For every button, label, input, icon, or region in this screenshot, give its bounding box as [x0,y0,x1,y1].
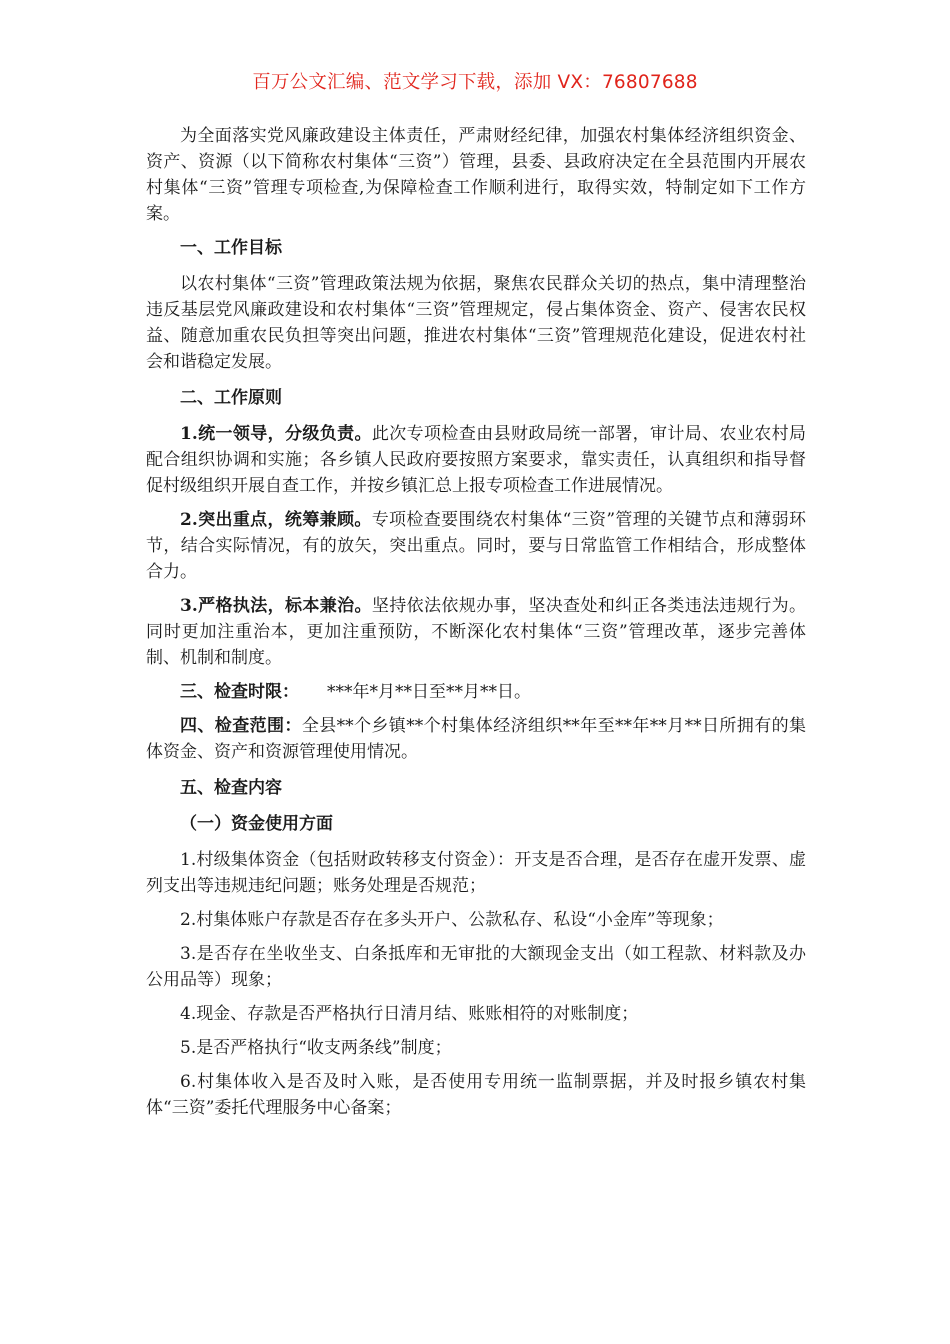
principle-3-lead: 3.严格执法，标本兼治。 [180,596,372,616]
principle-2-lead: 2.突出重点，统筹兼顾。 [180,510,372,530]
principle-3-text: 坚持依法依规办事，坚决查处和纠正各类违法违规行为。同时更加注重治本，更加注重预防，不断深化农村集体“三资”管理改革，逐步完善体制、机制和制度。 [146,596,807,668]
section-5-heading: 五、检查内容 [180,778,282,798]
section-1-body: 以农村集体“三资”管理政策法规为依据，聚焦农民群众关切的热点，集中清理整治违反基层党风廉政建设和农村集体“三资”管理规定，侵占集体资金、资产、侵害农民权益、随意加重农民负担等突出问题，推进农村集体“三资”管理规范化建设，促进农村社会和谐稳定发展。 [146,274,806,372]
section-3 [146,679,806,705]
check-item-1: 1.村级集体资金（包括财政转移支付资金）：开支是否合理，是否存在虚开发票、虚列支出等违规违纪问题；账务处理是否规范； [146,850,806,896]
section-5-subheading: （一）资金使用方面 [180,814,333,834]
principle-1 [146,421,806,499]
header-banner: 百万公文汇编、范文学习下载，添加 VX：76807688 [252,72,698,93]
check-item-3: 3.是否存在坐收坐支、白条抵库和无审批的大额现金支出（如工程款、材料款及办公用品等）现象； [146,944,806,990]
section-3-text: ***年*月**日至**月**日。 [327,682,531,702]
principle-2-text: 专项检查要围绕农村集体“三资”管理的关键节点和薄弱环节，结合实际情况，有的放矢，突出重点。同时，要与日常监管工作相结合，形成整体合力。 [146,510,806,582]
principle-2 [146,507,806,585]
section-1-heading: 一、工作目标 [180,238,282,258]
section-4-text: 全县**个乡镇**个村集体经济组织**年至**年**月**日所拥有的集体资金、资产和资源管理使用情况。 [146,716,807,762]
document-body [146,123,806,1129]
section-4 [146,713,806,765]
principle-3 [146,593,806,671]
section-3-heading: 三、检查时限： [180,682,299,702]
check-item-2: 2.村集体账户存款是否存在多头开户、公款私存、私设“小金库”等现象； [180,910,724,930]
intro-paragraph: 为全面落实党风廉政建设主体责任，严肃财经纪律，加强农村集体经济组织资金、资产、资源（以下简称农村集体“三资”）管理，县委、县政府决定在全县范围内开展农村集体“三资”管理专项检查,为保障检查工作顺利进行，取得实效，特制定如下工作方案。 [146,126,806,224]
principle-1-lead: 1.统一领导，分级负责。 [180,424,372,444]
check-item-6: 6.村集体收入是否及时入账，是否使用专用统一监制票据，并及时报乡镇农村集体“三资”委托代理服务中心备案； [146,1072,806,1118]
section-4-heading: 四、检查范围： [180,716,302,736]
principle-1-text: 此次专项检查由县财政局统一部署，审计局、农业农村局配合组织协调和实施；各乡镇人民政府要按照方案要求，靠实责任，认真组织和指导督促村级组织开展自查工作，并按乡镇汇总上报专项检查工作进展情况。 [146,424,807,496]
section-2-heading: 二、工作原则 [180,388,282,408]
check-item-5: 5.是否严格执行“收支两条线”制度； [180,1038,452,1058]
check-item-4: 4.现金、存款是否严格执行日清月结、账账相符的对账制度； [180,1004,639,1024]
